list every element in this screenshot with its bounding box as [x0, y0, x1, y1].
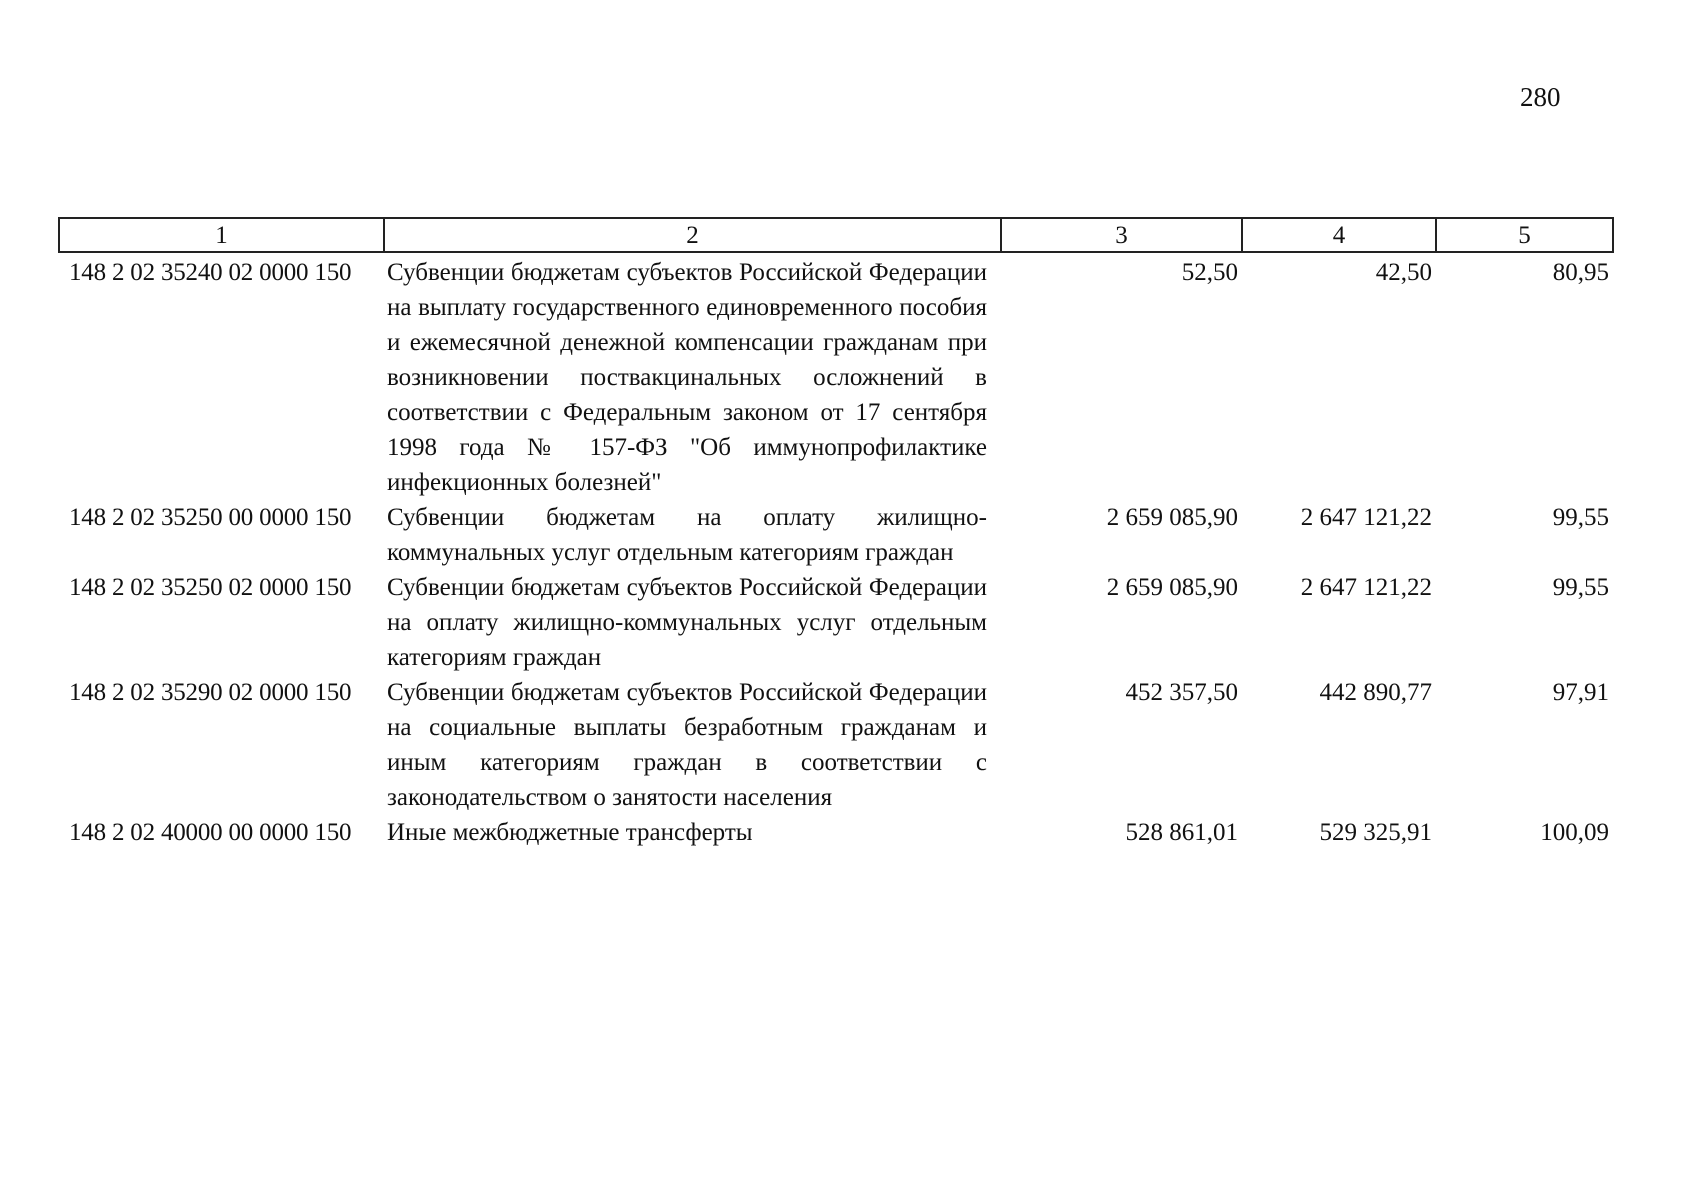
header-row: [59, 218, 1613, 252]
row-name: Субвенции бюджетам субъектов Российской Федерации на социальные выплаты безработным гражданам и иным категориям граждан в соответствии с законодательством о занятости населения: [387, 679, 987, 811]
row-code: 148 2 02 35250 02 0000 150: [69, 574, 352, 601]
row-col5-value: 80,95: [1552, 259, 1609, 286]
row-col4-value: 2 647 121,22: [1300, 574, 1432, 601]
row-name: Иные межбюджетные трансферты: [387, 819, 753, 846]
row-col3-value: 2 659 085,90: [1106, 504, 1238, 531]
row-col4-value: 2 647 121,22: [1300, 504, 1432, 531]
row-col4-value: 442 890,77: [1319, 679, 1432, 706]
row-name: Субвенции бюджетам субъектов Российской Федерации на оплату жилищно-коммунальных услуг отдельным категориям граждан: [387, 574, 987, 671]
header-col-4: 4: [1242, 218, 1436, 252]
table-row: [59, 675, 1613, 815]
row-code: 148 2 02 35290 02 0000 150: [69, 679, 352, 706]
budget-table: [58, 217, 1614, 850]
header-col-1: 1: [59, 218, 384, 252]
page-number: 280: [1520, 82, 1561, 112]
row-col4-value: 529 325,91: [1319, 819, 1432, 846]
row-col3-value: 2 659 085,90: [1106, 574, 1238, 601]
header-col-5: 5: [1436, 218, 1613, 252]
row-col3-value: 452 357,50: [1125, 679, 1238, 706]
table-header: [59, 218, 1613, 252]
table-row: [59, 815, 1613, 850]
header-col-3: 3: [1001, 218, 1242, 252]
row-col3-value: 52,50: [1181, 259, 1238, 286]
row-name: Субвенции бюджетам на оплату жилищно-коммунальных услуг отдельным категориям граждан: [387, 504, 987, 566]
row-col5-value: 97,91: [1552, 679, 1609, 706]
row-col4-value: 42,50: [1375, 259, 1432, 286]
header-col-2: 2: [384, 218, 1001, 252]
row-col5-value: 99,55: [1552, 504, 1609, 531]
table-row: [59, 500, 1613, 570]
row-code: 148 2 02 35240 02 0000 150: [69, 259, 352, 286]
row-col3-value: 528 861,01: [1125, 819, 1238, 846]
table-body: [59, 252, 1613, 850]
table-row: [59, 570, 1613, 675]
row-name: Субвенции бюджетам субъектов Российской Федерации на выплату государственного единовременного пособия и ежемесячной денежной компенсации гражданам при возникновении поствакцинальных осложнений в соответствии с Федеральным законом от 17 сентября 1998 года № 157-ФЗ "Об иммунопрофилактике инфекционных болезней": [387, 259, 987, 496]
table-row: [59, 252, 1613, 500]
row-col5-value: 99,55: [1552, 574, 1609, 601]
row-col5-value: 100,09: [1540, 819, 1609, 846]
row-code: 148 2 02 35250 00 0000 150: [69, 504, 352, 531]
row-code: 148 2 02 40000 00 0000 150: [69, 819, 352, 846]
